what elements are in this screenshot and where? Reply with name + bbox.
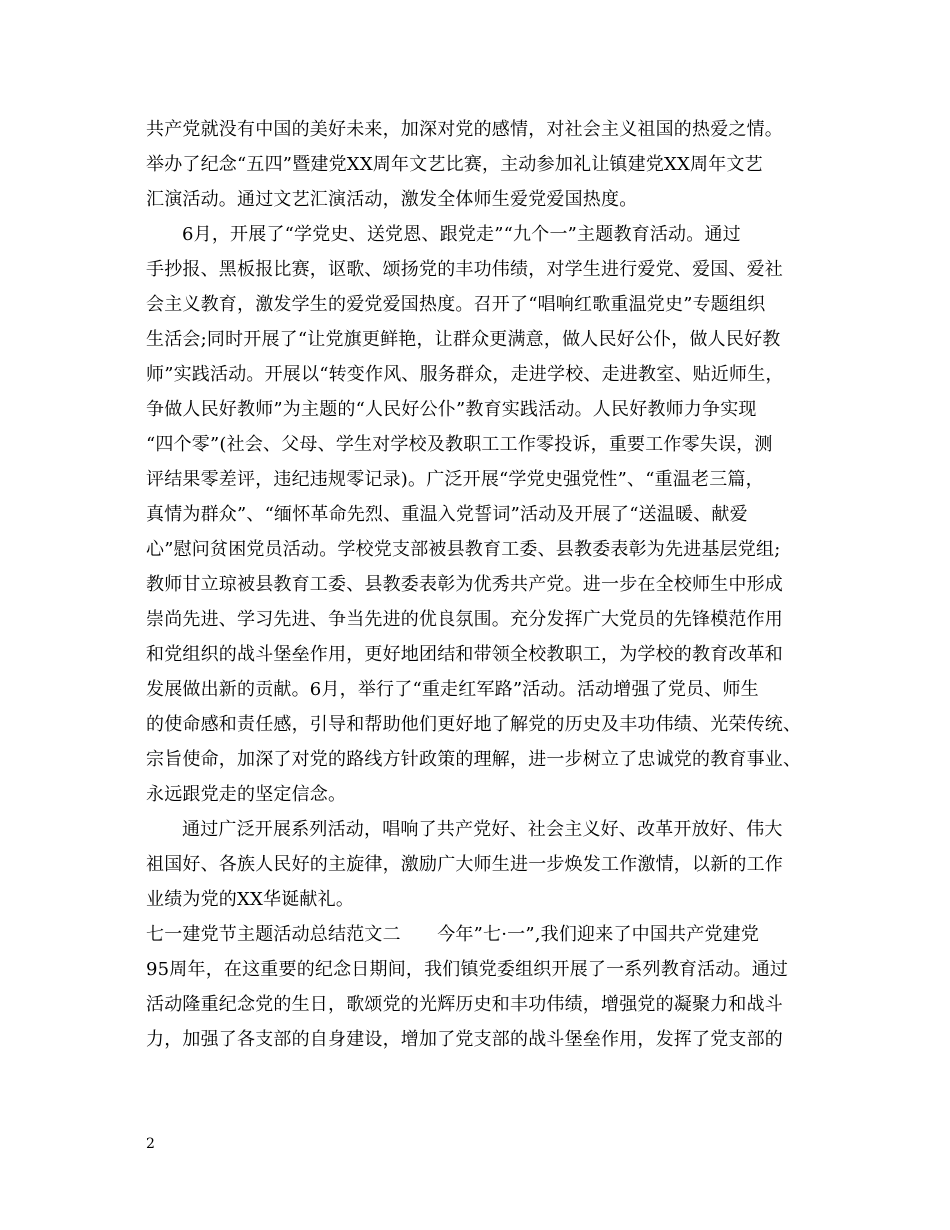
text-line: 6月，开展了“学党史、送党恩、跟党走”“九个一”主题教育活动。通过: [182, 224, 741, 245]
text-line: 活动隆重纪念党的生日，歌颂党的光辉历史和丰功伟绩，增强党的凝聚力和战斗: [146, 994, 783, 1015]
text-line: 业绩为党的XX华诞献礼。: [146, 889, 355, 910]
text-line: 举办了纪念“五四”暨建党XX周年文艺比赛，主动参加礼让镇建党XX周年文艺: [146, 154, 763, 175]
text-line: 95周年，在这重要的纪念日期间，我们镇党委组织开展了一系列教育活动。通过: [146, 959, 789, 980]
text-line: 争做人民好教师”为主题的“人民好公仆”教育实践活动。人民好教师力争实现: [146, 399, 757, 420]
text-line: 生活会;同时开展了“让党旗更鲜艳，让群众更满意，做人民好公仆，做人民好教: [146, 329, 781, 350]
text-line: “四个零”(社会、父母、学生对学校及教职工工作零投诉，重要工作零失误，测: [146, 434, 773, 455]
text-line: 和党组织的战斗堡垒作用，更好地团结和带领全校教职工，为学校的教育改革和: [146, 644, 783, 665]
text-line: 祖国好、各族人民好的主旋律，激励广大师生进一步焕发工作激情，以新的工作: [146, 854, 783, 875]
text-line: 通过广泛开展系列活动，唱响了共产党好、社会主义好、改革开放好、伟大: [182, 819, 783, 840]
text-line: 师”实践活动。开展以“转变作风、服务群众，走进学校、走进教室、贴近师生，: [146, 364, 784, 385]
text-line: 手抄报、黑板报比赛，讴歌、颂扬党的丰功伟绩，对学生进行爱党、爱国、爱社: [146, 259, 783, 280]
text-line: 宗旨使命，加深了对党的路线方针政策的理解，进一步树立了忠诚党的教育事业、: [146, 749, 802, 770]
text-line: 会主义教育，激发学生的爱党爱国热度。召开了“唱响红歌重温党史”专题组织: [146, 294, 766, 315]
text-line: 的使命感和责任感，引导和帮助他们更好地了解党的历史及丰功伟绩、光荣传统、: [146, 714, 802, 735]
body-text: [146, 112, 816, 1057]
page-number: 2: [146, 1136, 155, 1152]
text-line: 汇演活动。通过文艺汇演活动，激发全体师生爱党爱国热度。: [146, 189, 638, 210]
text-line: 力，加强了各支部的自身建设，增加了党支部的战斗堡垒作用，发挥了党支部的: [146, 1029, 783, 1050]
text-line: 发展做出新的贡献。6月，举行了“重走红军路”活动。活动增强了党员、师生: [146, 679, 759, 700]
text-line: 教师甘立琼被县教育工委、县教委表彰为优秀共产党。进一步在全校师生中形成: [146, 574, 783, 595]
text-line: 心”慰问贫困党员活动。学校党支部被县教育工委、县教委表彰为先进基层党组;: [146, 539, 781, 560]
text-line: 永远跟党走的坚定信念。: [146, 784, 347, 805]
text-line: 崇尚先进、学习先进、争当先进的优良氛围。充分发挥广大党员的先锋模范作用: [146, 609, 783, 630]
text-line: 真情为群众”、“缅怀革命先烈、重温入党誓词”活动及开展了“送温暖、献爱: [146, 504, 748, 525]
text-line: 共产党就没有中国的美好未来，加深对党的感情，对社会主义祖国的热爱之情。: [146, 119, 783, 140]
text-line: 评结果零差评，违纪违规零记录)。广泛开展“学党史强党性”、“重温老三篇，: [146, 469, 764, 490]
text-line: 七一建党节主题活动总结范文二 今年”七·一”,我们迎来了中国共产党建党: [146, 924, 760, 945]
